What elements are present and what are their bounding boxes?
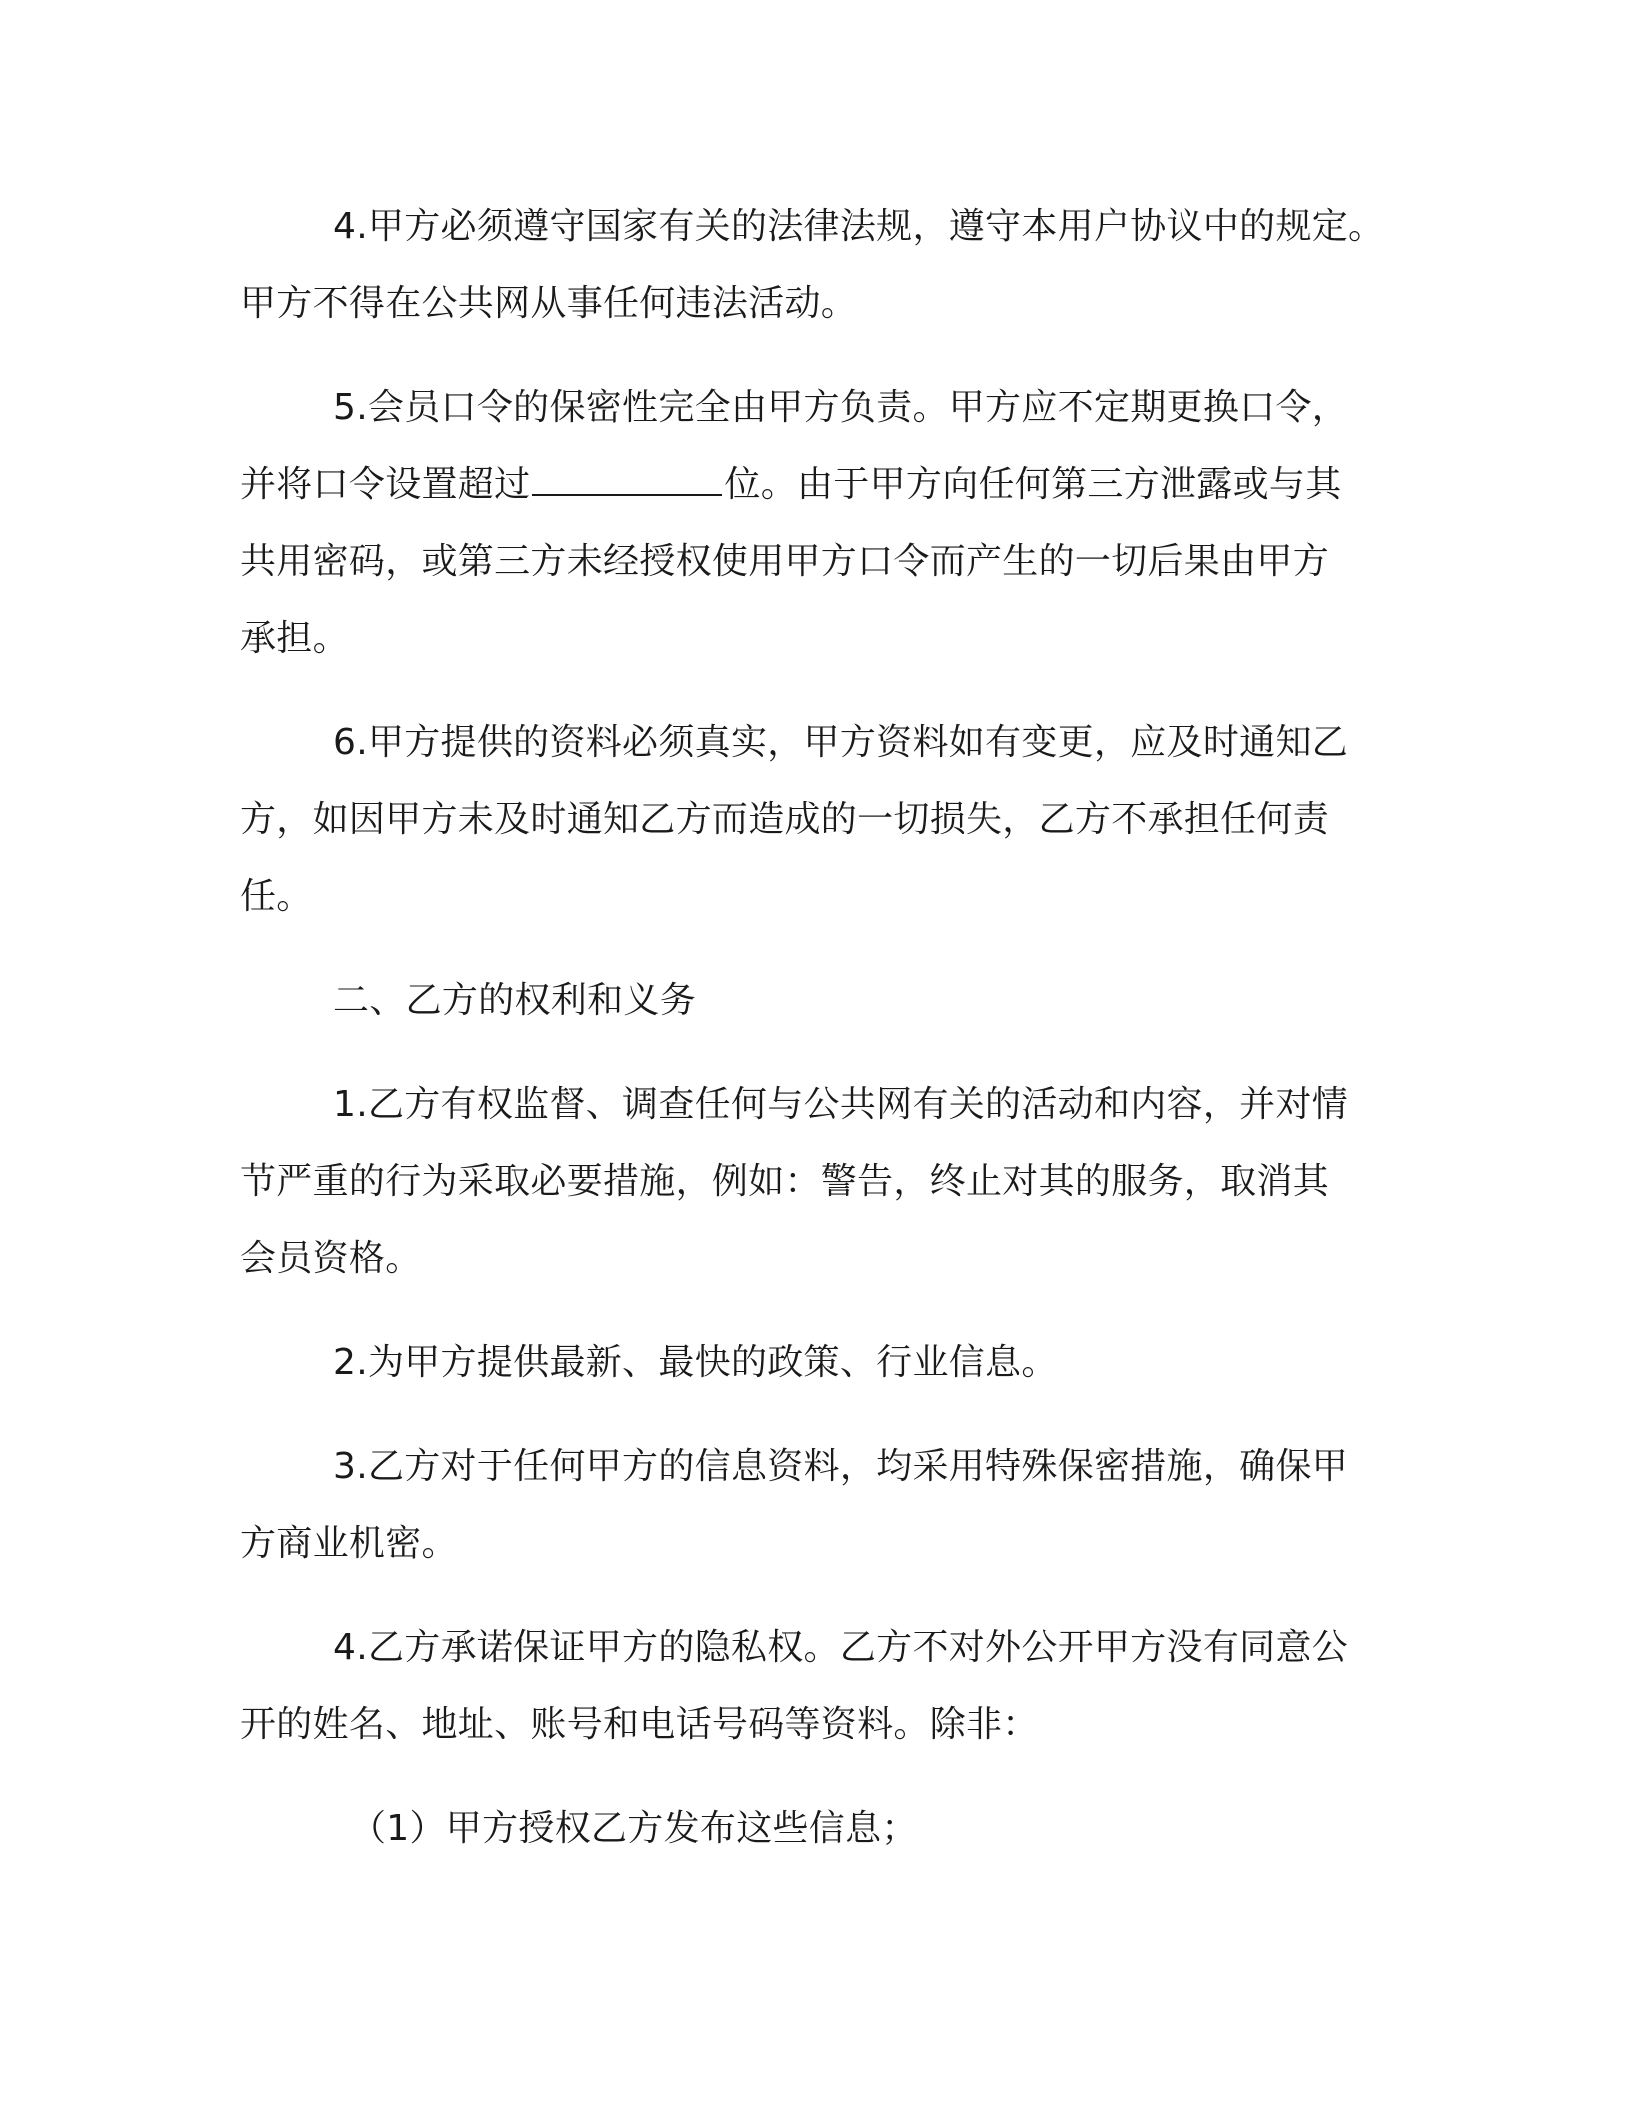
text-line: 5.会员口令的保密性完全由甲方负责。甲方应不定期更换口令， [333, 387, 1349, 428]
paragraph-party-a-6 [240, 704, 1390, 935]
text-line: 会员资格。 [240, 1238, 422, 1279]
text-segment: 位。由于甲方向任何第三方泄露或与其 [724, 464, 1342, 505]
text-line: 方，如因甲方未及时通知乙方而造成的一切损失，乙方不承担任何责 [240, 799, 1330, 840]
section-heading: 二、乙方的权利和义务 [333, 980, 697, 1021]
paragraph-party-b-1 [240, 1066, 1390, 1297]
paragraph-party-a-5 [240, 369, 1390, 677]
paragraph-party-b-3 [240, 1428, 1390, 1582]
text-line: 4.乙方承诺保证甲方的隐私权。乙方不对外公开甲方没有同意公 [333, 1627, 1349, 1668]
text-line: 承担。 [240, 618, 349, 659]
text-line: 4.甲方必须遵守国家有关的法律法规，遵守本用户协议中的规定。 [333, 206, 1385, 247]
text-line: 甲方不得在公共网从事任何违法活动。 [240, 283, 858, 324]
text-line: 1.乙方有权监督、调查任何与公共网有关的活动和内容，并对情 [333, 1084, 1349, 1125]
paragraph-party-b-2 [240, 1324, 1390, 1401]
text-line: 任。 [240, 876, 313, 917]
text-line-with-blank [240, 446, 1390, 523]
text-line: 2.为甲方提供最新、最快的政策、行业信息。 [333, 1342, 1058, 1383]
document-body [240, 188, 1390, 1867]
text-line: 方商业机密。 [240, 1523, 458, 1564]
text-line: 节严重的行为采取必要措施，例如：警告，终止对其的服务，取消其 [240, 1161, 1330, 1202]
paragraph-party-b-4 [240, 1609, 1390, 1763]
text-line: 6.甲方提供的资料必须真实，甲方资料如有变更，应及时通知乙 [333, 722, 1349, 763]
text-line: （1）甲方授权乙方发布这些信息； [350, 1808, 918, 1849]
fill-in-blank [532, 464, 722, 496]
text-line: 3.乙方对于任何甲方的信息资料，均采用特殊保密措施，确保甲 [333, 1446, 1349, 1487]
list-item-1 [240, 1790, 1390, 1867]
text-segment: 并将口令设置超过 [240, 464, 531, 505]
text-line: 开的姓名、地址、账号和电话号码等资料。除非： [240, 1704, 1039, 1745]
text-line: 共用密码，或第三方未经授权使用甲方口令而产生的一切后果由甲方 [240, 541, 1330, 582]
paragraph-party-a-4 [240, 188, 1390, 342]
section-heading-party-b [240, 962, 1390, 1039]
